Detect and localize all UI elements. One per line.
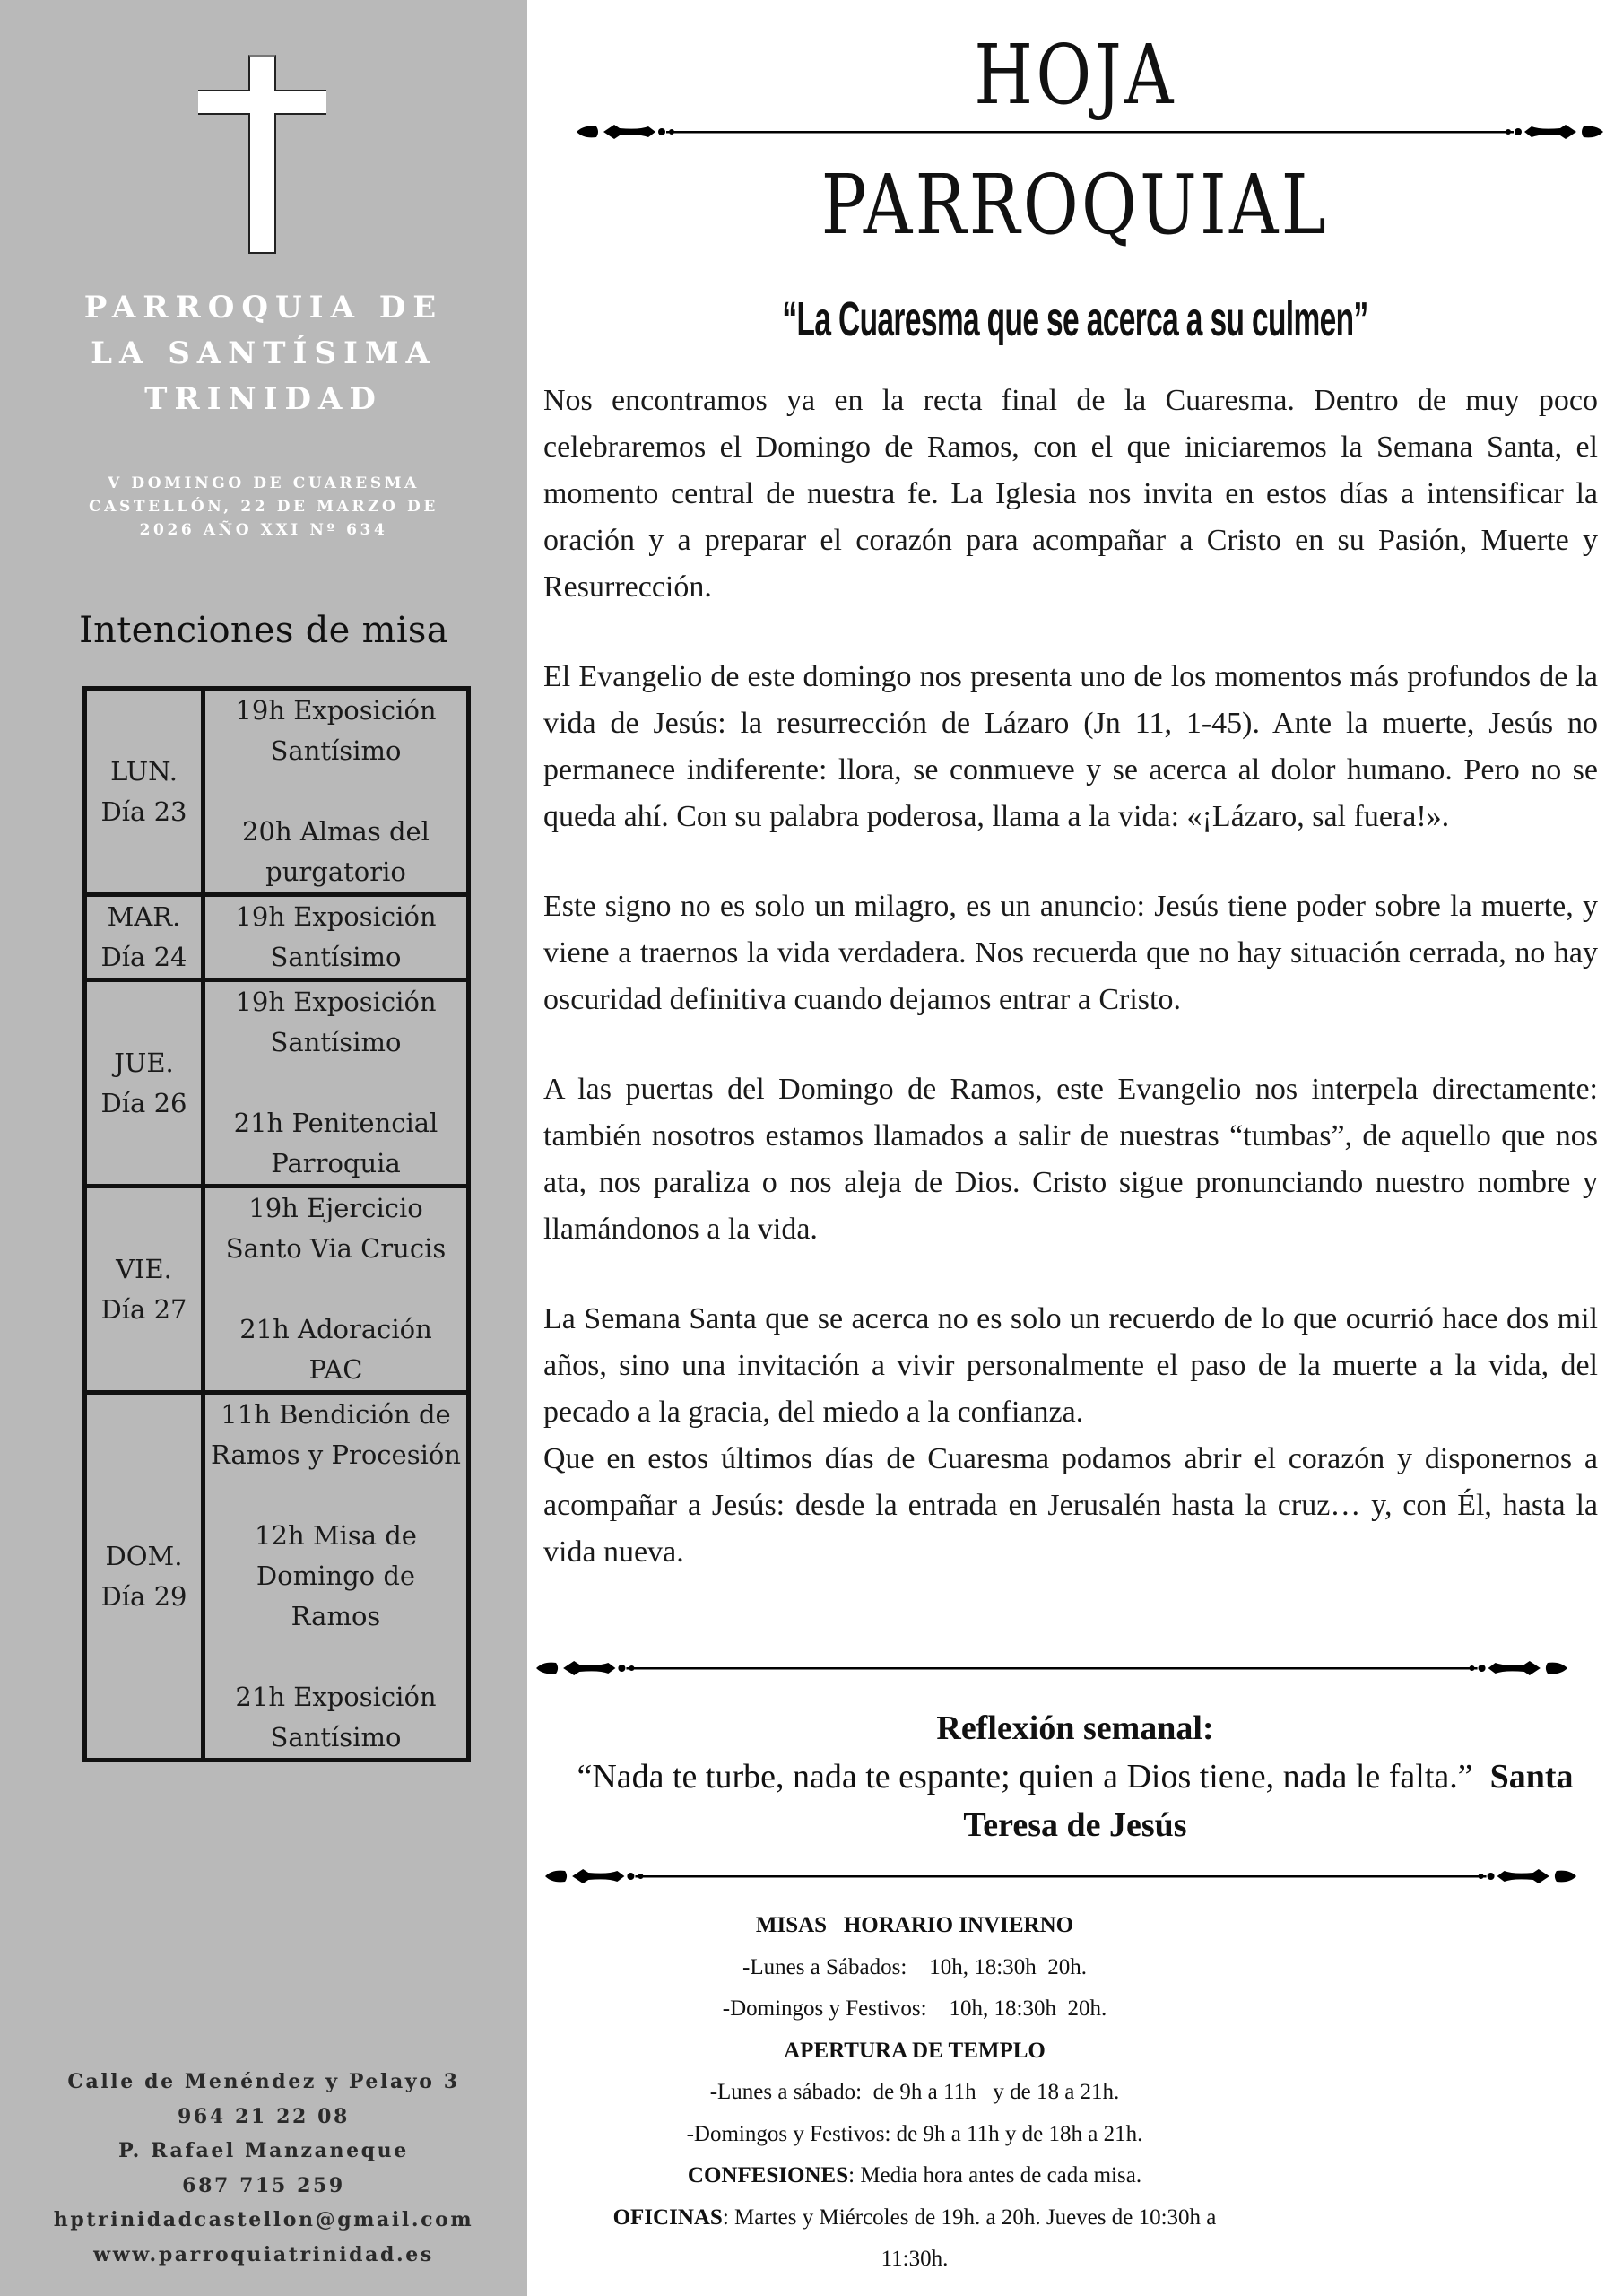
mass-event: 19h Ejercicio Santo Via Crucis bbox=[225, 1193, 447, 1264]
weekly-reflection bbox=[527, 1704, 1623, 1849]
mass-event: 20h Almas del purgatorio bbox=[242, 816, 430, 887]
events-cell bbox=[204, 895, 469, 980]
weekday-label: LUN. bbox=[110, 755, 178, 787]
intenciones-title: Intenciones de misa bbox=[79, 610, 448, 651]
date-label: Día 29 bbox=[100, 1580, 187, 1612]
mass-event: 19h Exposición Santísimo bbox=[235, 901, 437, 972]
parish-name-line: PARROQUIA DE bbox=[83, 290, 444, 326]
mass-event: 19h Exposición Santísimo bbox=[235, 987, 437, 1057]
schedule-info bbox=[538, 1905, 1291, 2281]
article-title: “La Cuaresma que se acerca a su culmen” bbox=[782, 292, 1368, 346]
masthead-title-line2: PARROQUIAL bbox=[820, 157, 1330, 253]
issue-info bbox=[0, 472, 527, 542]
parish-name-line: TRINIDAD bbox=[144, 381, 383, 417]
day-cell bbox=[85, 895, 204, 980]
mass-schedule-row bbox=[85, 689, 469, 895]
mass-event: 21h Penitencial Parroquia bbox=[233, 1108, 438, 1178]
reflection-author: Santa Teresa de Jesús bbox=[963, 1758, 1574, 1844]
events-cell bbox=[204, 1187, 469, 1393]
mass-event: 11h Bendición de Ramos y Procesión bbox=[211, 1399, 461, 1470]
apertura-title: APERTURA DE TEMPLO bbox=[784, 2038, 1046, 2063]
oficinas-label: OFICINAS bbox=[612, 2205, 723, 2230]
misas-title: MISAS HORARIO INVIERNO bbox=[755, 1913, 1074, 1937]
priest-phone: 687 715 259 bbox=[182, 2173, 345, 2197]
day-cell bbox=[85, 689, 204, 895]
website-link[interactable]: www.parroquiatrinidad.es bbox=[93, 2242, 434, 2266]
events-cell bbox=[204, 980, 469, 1187]
mass-event: 21h Adoración PAC bbox=[239, 1314, 432, 1385]
events-cell bbox=[204, 1393, 469, 1761]
misas-line: -Domingos y Festivos: 10h, 18:30h 20h. bbox=[722, 1996, 1107, 2021]
mass-schedule-row bbox=[85, 1393, 469, 1761]
article-paragraph: Este signo no es solo un milagro, es un anuncio: Jesús tiene poder sobre la muerte, y viene a traernos la vida verdadera. Nos recuerda que no hay situación cerrada, no hay oscuridad definitiva cuando dejamos entrar a Cristo. bbox=[543, 890, 1598, 1016]
confesiones-line bbox=[538, 2155, 1291, 2197]
apertura-line: -Domingos y Festivos: de 9h a 11h y de 18h a 21h. bbox=[686, 2121, 1143, 2146]
day-cell bbox=[85, 980, 204, 1187]
date-label: Día 23 bbox=[100, 796, 187, 827]
article-paragraph: La Semana Santa que se acerca no es solo un recuerdo de lo que ocurrió hace dos mil años, sino una invitación a vivir personalmente el paso de la muerte a la vida, del pecado a la gracia, del miedo a la confianza. bbox=[543, 1302, 1598, 1429]
parish-name bbox=[0, 285, 527, 422]
day-cell bbox=[85, 1187, 204, 1393]
mass-schedule-row bbox=[85, 895, 469, 980]
reflection-title: Reflexión semanal: bbox=[936, 1709, 1214, 1747]
issue-info-line: V DOMINGO DE CUARESMA bbox=[108, 474, 420, 492]
date-label: Día 27 bbox=[100, 1293, 187, 1325]
reflection-quote-text: “Nada te turbe, nada te espante; quien a Dios tiene, nada le falta.” bbox=[577, 1758, 1473, 1796]
parish-name-line: LA SANTÍSIMA bbox=[91, 335, 437, 371]
oficinas-text: : Martes y Miércoles de 19h. a 20h. Jueves de 10:30h a bbox=[722, 2205, 1217, 2230]
misas-line: -Lunes a Sábados: 10h, 18:30h 20h. bbox=[742, 1954, 1087, 1979]
ornamental-divider-icon bbox=[536, 1659, 1567, 1677]
masthead-title-line1: HOJA bbox=[974, 27, 1176, 123]
email-link[interactable]: hptrinidadcastellon@gmail.com bbox=[53, 2208, 474, 2231]
mass-intentions-table bbox=[82, 686, 471, 1762]
phone: 964 21 22 08 bbox=[178, 2104, 350, 2128]
day-cell bbox=[85, 1393, 204, 1761]
mass-event: 12h Misa de Domingo de Ramos bbox=[255, 1520, 417, 1631]
weekday-label: JUE. bbox=[114, 1047, 174, 1078]
article-paragraph: Nos encontramos ya en la recta final de la Cuaresma. Dentro de muy poco celebraremos el Domingo de Ramos, con el que iniciaremos la Semana Santa, el momento central de nuestra fe. La Iglesia nos invita en estos días a intensificar la oración y a preparar el corazón para acompañar a Cristo en su Pasión, Muerte y Resurrección. bbox=[543, 384, 1598, 604]
events-cell bbox=[204, 689, 469, 895]
oficinas-line-2: 11:30h. bbox=[881, 2247, 949, 2271]
issue-info-line: 2026 AÑO XXI Nº 634 bbox=[139, 521, 388, 539]
latin-cross-icon bbox=[0, 0, 527, 269]
sidebar bbox=[0, 0, 527, 2296]
article-paragraph: Que en estos últimos días de Cuaresma podamos abrir el corazón y disponernos a acompañar a Jesús: desde la entrada en Jerusalén hasta la cruz… y, con Él, hasta la vida nueva. bbox=[543, 1442, 1598, 1569]
address: Calle de Menéndez y Pelayo 3 bbox=[67, 2070, 460, 2093]
article-paragraph: A las puertas del Domingo de Ramos, este Evangelio nos interpela directamente: también nosotros estamos llamados a salir de nuestras “tumbas”, de aquello que nos ata, nos paraliza o nos aleja de Dios. Cristo sigue pronunciando nuestro nombre y llamándonos a la vida. bbox=[543, 1073, 1598, 1246]
main-content bbox=[527, 0, 1623, 2296]
issue-info-line: CASTELLÓN, 22 DE MARZO DE bbox=[89, 498, 438, 516]
mass-event: 19h Exposición Santísimo bbox=[235, 695, 437, 766]
apertura-line: -Lunes a sábado: de 9h a 11h y de 18 a 21h. bbox=[709, 2080, 1120, 2104]
oficinas-line bbox=[538, 2197, 1291, 2239]
mass-event: 21h Exposición Santísimo bbox=[235, 1682, 437, 1752]
contact-info bbox=[0, 2065, 527, 2272]
confesiones-text: : Media hora antes de cada misa. bbox=[848, 2163, 1142, 2187]
ornamental-divider-icon bbox=[577, 123, 1603, 141]
reflection-quote bbox=[527, 1752, 1623, 1849]
weekday-label: VIE. bbox=[116, 1253, 172, 1284]
mass-schedule-row bbox=[85, 980, 469, 1187]
article-body bbox=[543, 378, 1598, 1576]
ornamental-divider-icon bbox=[545, 1867, 1576, 1885]
article-paragraph: El Evangelio de este domingo nos presenta uno de los momentos más profundos de la vida de Jesús: la resurrección de Lázaro (Jn 11, 1-45). Ante la muerte, Jesús no permanece indiferente: llora, se conmueve y se acerca al dolor humano. Pero no se queda ahí. Con su palabra poderosa, llama a la vida: «¡Lázaro, sal fuera!». bbox=[543, 660, 1598, 833]
priest-name: P. Rafael Manzaneque bbox=[118, 2139, 409, 2162]
date-label: Día 26 bbox=[100, 1087, 187, 1118]
confesiones-label: CONFESIONES bbox=[687, 2163, 849, 2187]
weekday-label: MAR. bbox=[107, 901, 181, 932]
date-label: Día 24 bbox=[100, 942, 187, 972]
weekday-label: DOM. bbox=[105, 1540, 183, 1571]
mass-schedule-row bbox=[85, 1187, 469, 1393]
